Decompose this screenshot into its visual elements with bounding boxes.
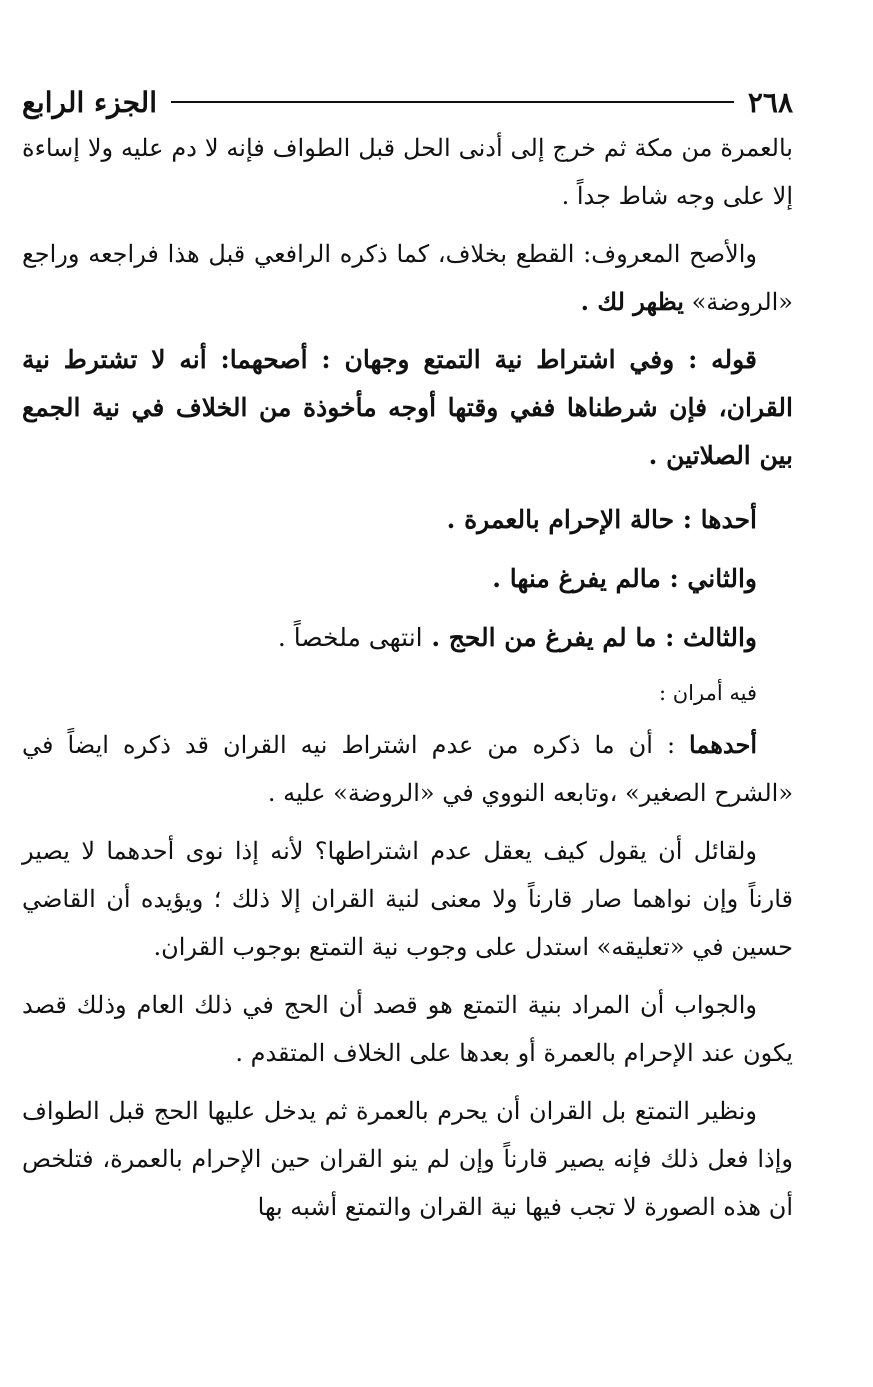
list-item-3-text: انتهى ملخصاً . [277, 623, 423, 652]
page-header [22, 82, 793, 122]
paragraph-2 [22, 230, 793, 326]
paragraph-8: ونظير التمتع بل القران أن يحرم بالعمرة ثم يدخل عليها الحج قبل الطواف وإذا فعل ذلك فإنه يصير قارناً وإن لم ينو القران حين الإحرام بالعمرة، فتلخص أن هذه الصورة لا تجب فيها نية القران والتمتع أشبه بها [22, 1097, 793, 1221]
paragraph-5-heading: أحدهما [689, 730, 757, 759]
list-item-3 [22, 608, 793, 667]
page-number: ٢٦٨ [747, 85, 793, 119]
paragraph-7: والجواب أن المراد بنية التمتع هو قصد أن الحج في ذلك العام وذلك قصد يكون عند الإحرام بالعمرة أو بعدها على الخلاف المتقدم . [22, 991, 793, 1067]
paragraph-5-text: : أن ما ذكره من عدم اشتراط نيه القران قد ذكره ايضاً في «الشرح الصغير» ،وتابعه النووي في «الروضة» عليه . [22, 731, 793, 807]
paragraph-1: بالعمرة من مكة ثم خرج إلى أدنى الحل قبل الطواف فإنه لا دم عليه ولا إساءة إلا على وجه شاط جداً . [22, 134, 793, 210]
running-title: الجزء الرابع [22, 85, 157, 119]
paragraph-3-quote: قوله : وفي اشتراط نية التمتع وجهان : أصحهما: أنه لا تشترط نية القران، فإن شرطناها ففي وقتها أوجه مأخوذة من الخلاف في نية الجمع بين الصلاتين . [22, 345, 793, 470]
paragraph-2-bold: يظهر لك . [580, 287, 684, 316]
list-item-2: والثاني : مالم يفرغ منها . [492, 564, 757, 593]
list-item-1: أحدها : حالة الإحرام بالعمرة . [446, 505, 757, 534]
paragraph-5 [22, 721, 793, 817]
list-item-3-bold: والثالث : ما لم يفرغ من الحج . [422, 623, 757, 652]
header-rule [171, 101, 734, 103]
paragraph-2-text: والأصح المعروف: القطع بخلاف، كما ذكره الرافعي قبل هذا فراجعه وراجع «الروضة» [22, 240, 793, 316]
paragraph-4: فيه أمران : [659, 681, 757, 705]
paragraph-6: ولقائل أن يقول كيف يعقل عدم اشتراطها؟ لأنه إذا نوى أحدهما لا يصير قارناً وإن نواهما صار قارناً ولا معنى لنية القران إلا ذلك ؛ ويؤيده أن القاضي حسين في «تعليقه» استدل على وجوب نية التمتع بوجوب القران. [22, 837, 793, 961]
